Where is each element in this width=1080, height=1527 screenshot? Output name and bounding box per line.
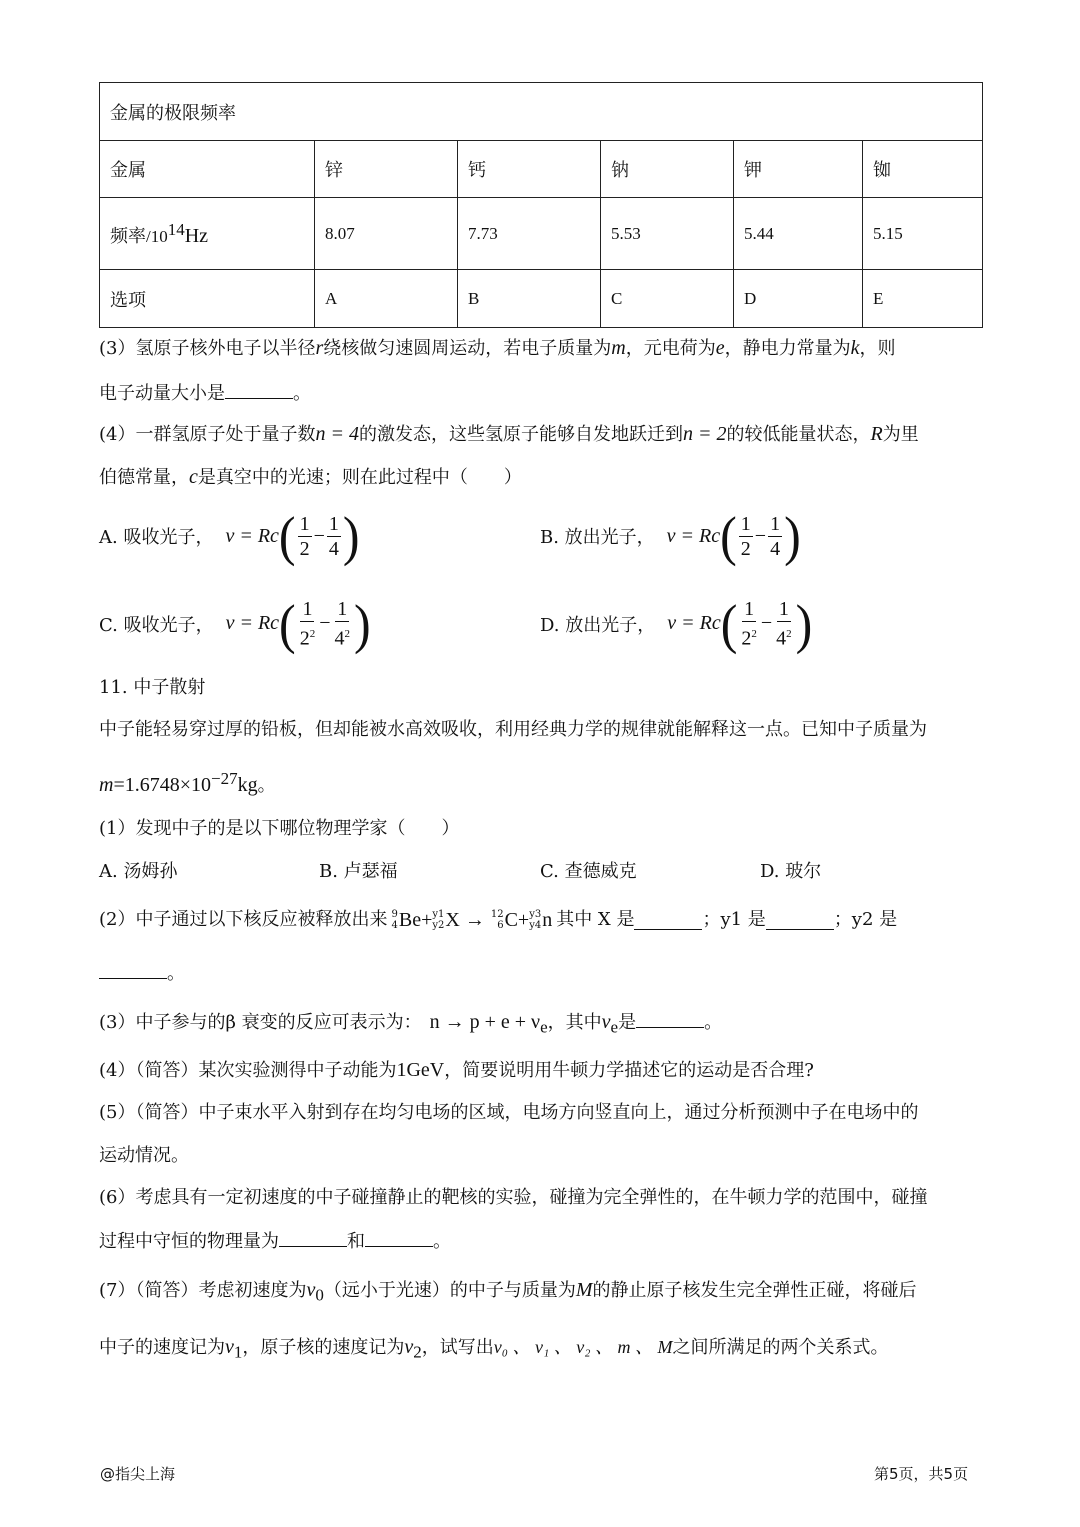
option-a[interactable]: A. 吸收光子， ν = Rc ( $\frac{1}{2}$ − $\frac{1}{4}$ ) (99, 505, 360, 567)
table-title: 金属的极限频率 (100, 83, 983, 141)
symbol-m: m (611, 337, 626, 359)
nuclide-c: 12 6 C+ (490, 909, 530, 931)
formula-n2: n = 2 (682, 423, 727, 445)
q10-part3-line1: (3）氢原子核外电子以半径r绕核做匀速圆周运动，若电子质量为m，元电荷为e，静电力常量为k，则 (99, 337, 896, 359)
answer-blank[interactable] (279, 1228, 347, 1247)
q10-part3-line2: 电子动量大小是 。 (99, 380, 311, 408)
symbol-k: k (850, 337, 860, 359)
q11-part2-line1: (2）中子通过以下核反应被释放出来 9 4 Be+ y1 y2 X → 12 6 C+ y3 y4 n 其中 X 是 ；y1 是 ；y2 是 (99, 906, 897, 934)
option-b[interactable]: B. 放出光子， ν = Rc ( $\frac{1}{2}$ − $\frac{1}{4}$ ) (540, 505, 801, 567)
row-label-option: 选项 (100, 270, 315, 328)
frequency-cell: 5.44 (734, 198, 863, 270)
metal-cell: 钠 (601, 141, 734, 198)
answer-blank[interactable] (766, 911, 834, 930)
option-d[interactable]: D. 放出光子， ν = Rc ( $\frac{1}{2^2}$ − $\frac{1}{4^2}$ ) (540, 593, 813, 655)
option-cell: E (863, 270, 983, 328)
q11-option-a[interactable]: A. 汤姆孙 (99, 861, 178, 882)
q11-part1: (1）发现中子的是以下哪位物理学家（ ） (99, 818, 460, 839)
q10-part4-line2: 伯德常量，c是真空中的光速；则在此过程中（ ） (99, 466, 522, 488)
nuclide-be: 9 4 Be+ (391, 909, 433, 931)
q10-part4-line1: (4）一群氢原子处于量子数n = 4的激发态，这些氢原子能够自发地跃迁到n = 2的较低能量状态，R为里 (99, 423, 919, 445)
metal-cell: 钾 (734, 141, 863, 198)
frequency-cell: 7.73 (458, 198, 601, 270)
q11-part4: (4）（简答）某次实验测得中子动能为1GeV，简要说明用牛顿力学描述它的运动是否合理? (99, 1059, 814, 1081)
table-row-frequencies (100, 198, 983, 270)
q11-title: 11. 中子散射 (99, 677, 206, 698)
q11-option-d[interactable]: D. 玻尔 (760, 861, 822, 882)
formula-n4: n = 4 (315, 423, 359, 445)
symbol-e: e (715, 337, 725, 359)
q11-part7-line1: (7）（简答）考虑初速度为$v_0$（远小于光速）的中子与质量为M的静止原子核发生完全弹性正碰，将碰后 (99, 1279, 917, 1305)
footer-source: @指尖上海 (100, 1465, 176, 1483)
metal-cell: 钙 (458, 141, 601, 198)
q11-part5-line1: (5）（简答）中子束水平入射到存在均匀电场的区域，电场方向竖直向上，通过分析预测中子在电场中的 (99, 1102, 919, 1123)
answer-blank[interactable] (365, 1228, 433, 1247)
formula: ν = Rc ( $\frac{1}{2}$ − $\frac{1}{4}$ ) (225, 505, 360, 567)
metal-frequency-table (99, 82, 983, 328)
answer-blank[interactable] (636, 1009, 704, 1028)
option-c[interactable]: C. 吸收光子， ν = Rc ( $\frac{1}{2^2}$ − $\frac{1}{4^2}$ ) (99, 593, 371, 655)
metal-cell: 铷 (863, 141, 983, 198)
symbol-c: c (189, 466, 198, 488)
q11-part2-line2: 。 (99, 960, 185, 988)
answer-blank[interactable] (99, 960, 167, 979)
q11-intro: 中子能轻易穿过厚的铅板，但却能被水高效吸收，利用经典力学的规律就能解释这一点。已知中子质量为 (99, 719, 927, 740)
q11-part3: (3）中子参与的β 衰变的反应可表示为： $n \to p + e + \nu_e$，其中$\nu_e$是 。 (99, 1011, 723, 1037)
option-cell: B (458, 270, 601, 328)
q11-part6-line2: 过程中守恒的物理量为 和 。 (99, 1228, 451, 1256)
q11-option-c[interactable]: C. 查德威克 (540, 861, 637, 882)
option-cell: D (734, 270, 863, 328)
metal-cell: 锌 (315, 141, 458, 198)
formula: ν = Rc ( $\frac{1}{2^2}$ − $\frac{1}{4^2}$ ) (667, 593, 813, 655)
q11-part7-line2: 中子的速度记为$v_1$，原子核的速度记为$v_2$，试写出v₀ 、 v₁ 、 v₂ 、 m 、 M之间所满足的两个关系式。 (99, 1336, 889, 1362)
freq-unit-exp: 14 (167, 219, 185, 239)
q11-part5-line2: 运动情况。 (99, 1145, 189, 1166)
nuclide-n: y3 y4 n (529, 909, 553, 931)
option-cell: A (315, 270, 458, 328)
answer-blank[interactable] (634, 911, 702, 930)
formula: ν = Rc ( $\frac{1}{2^2}$ − $\frac{1}{4^2}$ ) (225, 593, 371, 655)
formula: ν = Rc ( $\frac{1}{2}$ − $\frac{1}{4}$ ) (666, 505, 801, 567)
q11-option-b[interactable]: B. 卢瑟福 (319, 861, 398, 882)
freq-label: 频率 (110, 225, 146, 247)
footer-page-number: 第5页，共5页 (874, 1465, 969, 1483)
answer-blank[interactable] (225, 380, 293, 399)
table-row-options (100, 270, 983, 328)
nuclide-x: y1 y2 X → (432, 909, 485, 931)
freq-unit-suffix: Hz (184, 224, 209, 247)
frequency-cell: 5.15 (863, 198, 983, 270)
symbol-R: R (870, 423, 883, 445)
q11-mass: $m=1.6748\times 10^{-27}kg$。 (99, 769, 276, 796)
q11-part6-line1: (6）考虑具有一定初速度的中子碰撞静止的靶核的实验，碰撞为完全弹性的，在牛顿力学的范围中，碰撞 (99, 1187, 928, 1208)
table-row-metals (100, 141, 983, 198)
row-label-metal: 金属 (100, 141, 315, 198)
option-cell: C (601, 270, 734, 328)
freq-unit-prefix: /10 (146, 226, 168, 246)
frequency-cell: 8.07 (315, 198, 458, 270)
frequency-cell: 5.53 (601, 198, 734, 270)
row-label-frequency (100, 198, 315, 270)
symbol-r: r (315, 337, 324, 359)
